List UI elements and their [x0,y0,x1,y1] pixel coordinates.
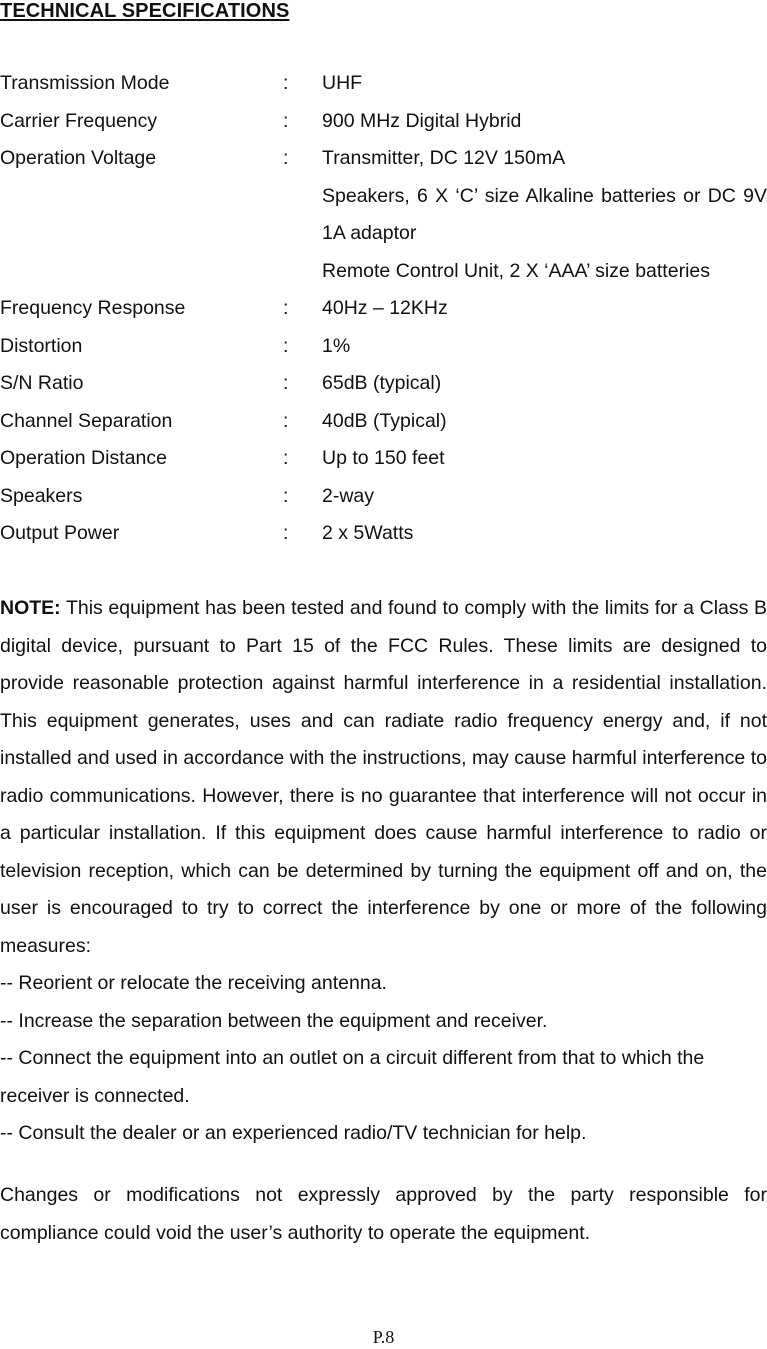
note-text: This equipment has been tested and found to comply with the limits for a Class B digital device, pursuant to Part 15 of the FCC Rules. These limits are designed to provide reasonable protection against harmful interference in a residential installation. This equipment generates, uses and can radiate radio frequency energy and, if not installed and used in accordance with the instructions, may cause harmful interference to radio communications. However, there is no guarantee that interference will not occur in a particular installation. If this equipment does cause harmful interference to radio or television reception, which can be determined by turning the equipment off and on, the user is encouraged to try to correct the interference by one or more of the following measures: [0,597,767,957]
spec-value: 1% [322,334,351,357]
spec-label: Output Power [0,522,120,544]
list-item: -- Connect the equipment into an outlet on a circuit different from that to which the receiver is connected. [0,1047,705,1107]
spec-row [0,103,767,141]
spec-label: Carrier Frequency [0,109,158,132]
list-item: -- Increase the separation between the equipment and receiver. [0,1009,548,1032]
spec-list [0,65,767,553]
spec-value: 900 MHz Digital Hybrid [322,109,522,132]
spec-row [0,440,767,478]
page-number: P.8 [372,1327,395,1347]
spec-value: Speakers, 6 X ‘C’ size Alkaline batteries or DC 9V 1A adaptor [322,184,767,244]
spec-separator: : [283,109,289,132]
spec-separator: : [283,147,289,169]
spec-row [0,290,767,328]
list-item: -- Consult the dealer or an experienced radio/TV technician for help. [0,1122,587,1144]
spec-row [0,515,767,553]
spec-value: 2 x 5Watts [322,522,414,544]
spec-separator: : [283,334,289,357]
spec-value: 2-way [322,484,375,507]
spec-label: S/N Ratio [0,372,84,394]
spec-row [0,478,767,516]
spec-value: 40Hz – 12KHz [322,297,448,319]
changes-paragraph: Changes or modifications not expressly approved by the party responsible for compliance could void the user’s authority to operate the equipment. [0,1184,767,1244]
spec-value: 65dB (typical) [322,372,442,394]
spec-separator: : [283,409,289,432]
spec-value: Up to 150 feet [322,447,445,469]
spec-label: Channel Separation [0,409,173,432]
note-label: NOTE: [0,597,61,619]
list-item: -- Reorient or relocate the receiving antenna. [0,972,387,994]
spec-label: Operation Voltage [0,147,157,169]
spec-separator: : [283,72,289,94]
spec-label: Transmission Mode [0,72,170,94]
spec-row [0,140,767,290]
spec-row [0,65,767,103]
spec-separator: : [283,372,289,394]
spec-label: Operation Distance [0,447,167,469]
measures-list [0,965,767,1153]
page-title: TECHNICAL SPECIFICATIONS [0,0,290,22]
spec-separator: : [283,484,289,507]
spec-value: Transmitter, DC 12V 150mA [322,147,566,169]
spec-value: UHF [322,72,363,94]
spec-separator: : [283,297,289,319]
spec-row [0,365,767,403]
spec-label: Speakers [0,484,83,507]
spec-value: Remote Control Unit, 2 X ‘AAA’ size batteries [322,259,710,282]
fcc-note-paragraph [0,590,767,965]
spec-row [0,328,767,366]
spec-separator: : [283,522,289,544]
spec-label: Frequency Response [0,297,186,319]
spec-row [0,403,767,441]
spec-separator: : [283,447,289,469]
spec-value: 40dB (Typical) [322,409,447,432]
spec-label: Distortion [0,334,83,357]
